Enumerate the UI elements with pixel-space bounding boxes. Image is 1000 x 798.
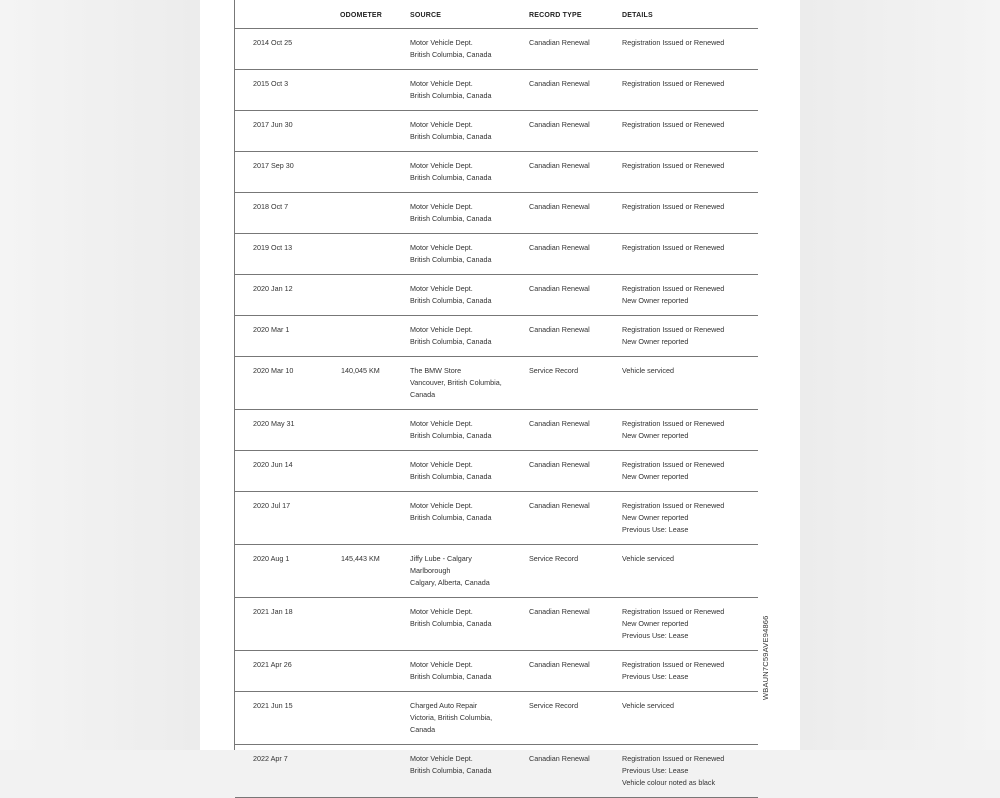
detail-line: Registration Issued or Renewed xyxy=(622,754,725,763)
detail-line: Vehicle serviced xyxy=(622,554,674,563)
row-source xyxy=(410,37,525,61)
vin-number: WBAUN7C59AVE94866 xyxy=(761,615,770,700)
table-row xyxy=(235,545,758,598)
detail-line: Registration Issued or Renewed xyxy=(622,161,725,170)
detail-line: New Owner reported xyxy=(622,337,689,346)
row-record-type: Canadian Renewal xyxy=(529,120,590,129)
source-line: Motor Vehicle Dept. xyxy=(410,501,473,510)
detail-line: Registration Issued or Renewed xyxy=(622,284,725,293)
header-details: DETAILS xyxy=(622,12,653,19)
row-source xyxy=(410,553,525,589)
source-line: Motor Vehicle Dept. xyxy=(410,284,473,293)
table-row xyxy=(235,316,758,357)
header-odometer: ODOMETER xyxy=(340,12,383,19)
row-source xyxy=(410,659,525,683)
source-line: British Columbia, Canada xyxy=(410,91,492,100)
source-line: Charged Auto Repair xyxy=(410,701,478,710)
row-date: 2020 Jul 17 xyxy=(253,501,291,510)
detail-line: New Owner reported xyxy=(622,296,689,305)
source-line: Marlborough xyxy=(410,566,451,575)
source-line: British Columbia, Canada xyxy=(410,255,492,264)
table-row xyxy=(235,651,758,692)
detail-line: Previous Use: Lease xyxy=(622,766,689,775)
row-record-type: Canadian Renewal xyxy=(529,419,590,428)
history-table xyxy=(235,28,758,798)
table-row xyxy=(235,193,758,234)
row-source xyxy=(410,700,525,736)
source-line: Motor Vehicle Dept. xyxy=(410,161,473,170)
header-record-type: RECORD TYPE xyxy=(529,12,582,19)
detail-line: Vehicle colour noted as black xyxy=(622,778,716,787)
source-line: Canada xyxy=(410,390,436,399)
table-row xyxy=(235,451,758,492)
row-details xyxy=(622,459,757,483)
row-record-type: Canadian Renewal xyxy=(529,607,590,616)
row-details xyxy=(622,283,757,307)
row-details xyxy=(622,119,757,131)
source-line: Motor Vehicle Dept. xyxy=(410,754,473,763)
table-row xyxy=(235,492,758,545)
row-details xyxy=(622,37,757,49)
detail-line: Registration Issued or Renewed xyxy=(622,460,725,469)
row-date: 2020 Mar 10 xyxy=(253,366,294,375)
source-line: Motor Vehicle Dept. xyxy=(410,38,473,47)
row-record-type: Canadian Renewal xyxy=(529,460,590,469)
source-line: Victoria, British Columbia, xyxy=(410,713,493,722)
row-record-type: Canadian Renewal xyxy=(529,325,590,334)
source-line: Motor Vehicle Dept. xyxy=(410,325,473,334)
row-record-type: Canadian Renewal xyxy=(529,660,590,669)
source-line: Vancouver, British Columbia, xyxy=(410,378,502,387)
source-line: Motor Vehicle Dept. xyxy=(410,419,473,428)
row-source xyxy=(410,201,525,225)
detail-line: New Owner reported xyxy=(622,472,689,481)
row-source xyxy=(410,418,525,442)
row-details xyxy=(622,700,757,712)
document-page xyxy=(200,0,800,787)
table-row xyxy=(235,152,758,193)
detail-line: New Owner reported xyxy=(622,513,689,522)
row-source xyxy=(410,78,525,102)
row-details xyxy=(622,553,757,565)
row-date: 2021 Jun 15 xyxy=(253,701,293,710)
table-row xyxy=(235,598,758,651)
source-line: Jiffy Lube - Calgary xyxy=(410,554,472,563)
row-date: 2019 Oct 13 xyxy=(253,243,293,252)
detail-line: Registration Issued or Renewed xyxy=(622,79,725,88)
detail-line: Vehicle serviced xyxy=(622,701,674,710)
source-line: British Columbia, Canada xyxy=(410,472,492,481)
detail-line: Previous Use: Lease xyxy=(622,525,689,534)
source-line: Motor Vehicle Dept. xyxy=(410,120,473,129)
row-details xyxy=(622,78,757,90)
row-date: 2020 Jan 12 xyxy=(253,284,293,293)
table-row xyxy=(235,70,758,111)
source-line: British Columbia, Canada xyxy=(410,50,492,59)
row-record-type: Canadian Renewal xyxy=(529,501,590,510)
table-row xyxy=(235,111,758,152)
row-record-type: Canadian Renewal xyxy=(529,38,590,47)
detail-line: Registration Issued or Renewed xyxy=(622,660,725,669)
table-row xyxy=(235,357,758,410)
source-line: British Columbia, Canada xyxy=(410,513,492,522)
detail-line: Previous Use: Lease xyxy=(622,631,689,640)
row-details xyxy=(622,201,757,213)
row-record-type: Service Record xyxy=(529,701,579,710)
row-odometer: 145,443 KM xyxy=(341,554,380,563)
detail-line: Registration Issued or Renewed xyxy=(622,38,725,47)
table-row xyxy=(235,410,758,451)
row-source xyxy=(410,324,525,348)
row-details xyxy=(622,659,757,683)
detail-line: New Owner reported xyxy=(622,619,689,628)
row-date: 2020 Aug 1 xyxy=(253,554,290,563)
table-row xyxy=(235,234,758,275)
source-line: The BMW Store xyxy=(410,366,462,375)
row-odometer: 140,045 KM xyxy=(341,366,380,375)
row-details xyxy=(622,606,757,642)
detail-line: Registration Issued or Renewed xyxy=(622,325,725,334)
source-line: Motor Vehicle Dept. xyxy=(410,660,473,669)
row-record-type: Canadian Renewal xyxy=(529,79,590,88)
background-left xyxy=(0,0,200,750)
detail-line: Registration Issued or Renewed xyxy=(622,419,725,428)
detail-line: Registration Issued or Renewed xyxy=(622,202,725,211)
table-row xyxy=(235,29,758,70)
table-row xyxy=(235,275,758,316)
row-source xyxy=(410,119,525,143)
source-line: Motor Vehicle Dept. xyxy=(410,243,473,252)
header-source: SOURCE xyxy=(410,12,442,19)
row-record-type: Canadian Renewal xyxy=(529,284,590,293)
row-details xyxy=(622,500,757,536)
row-date: 2020 Jun 14 xyxy=(253,460,293,469)
detail-line: Registration Issued or Renewed xyxy=(622,243,725,252)
source-line: British Columbia, Canada xyxy=(410,337,492,346)
source-line: British Columbia, Canada xyxy=(410,296,492,305)
detail-line: Registration Issued or Renewed xyxy=(622,607,725,616)
detail-line: Vehicle serviced xyxy=(622,366,674,375)
source-line: British Columbia, Canada xyxy=(410,672,492,681)
source-line: Motor Vehicle Dept. xyxy=(410,460,473,469)
row-details xyxy=(622,418,757,442)
source-line: British Columbia, Canada xyxy=(410,173,492,182)
row-source xyxy=(410,160,525,184)
row-details xyxy=(622,324,757,348)
source-line: Motor Vehicle Dept. xyxy=(410,79,473,88)
table-row xyxy=(235,692,758,745)
detail-line: Registration Issued or Renewed xyxy=(622,120,725,129)
table-row xyxy=(235,745,758,798)
row-source xyxy=(410,753,525,777)
row-date: 2020 Mar 1 xyxy=(253,325,290,334)
row-source xyxy=(410,365,525,401)
source-line: Canada xyxy=(410,725,436,734)
source-line: British Columbia, Canada xyxy=(410,132,492,141)
source-line: British Columbia, Canada xyxy=(410,214,492,223)
row-date: 2015 Oct 3 xyxy=(253,79,289,88)
row-date: 2017 Jun 30 xyxy=(253,120,293,129)
source-line: Motor Vehicle Dept. xyxy=(410,202,473,211)
row-date: 2017 Sep 30 xyxy=(253,161,294,170)
detail-line: Previous Use: Lease xyxy=(622,672,689,681)
row-details xyxy=(622,365,757,377)
row-date: 2021 Apr 26 xyxy=(253,660,292,669)
row-details xyxy=(622,753,757,789)
source-line: British Columbia, Canada xyxy=(410,766,492,775)
source-line: Calgary, Alberta, Canada xyxy=(410,578,490,587)
row-date: 2021 Jan 18 xyxy=(253,607,293,616)
source-line: British Columbia, Canada xyxy=(410,619,492,628)
row-date: 2020 May 31 xyxy=(253,419,295,428)
background-right xyxy=(800,0,1000,750)
row-record-type: Canadian Renewal xyxy=(529,161,590,170)
row-record-type: Canadian Renewal xyxy=(529,243,590,252)
row-date: 2018 Oct 7 xyxy=(253,202,289,211)
source-line: British Columbia, Canada xyxy=(410,431,492,440)
row-details xyxy=(622,160,757,172)
row-source xyxy=(410,242,525,266)
row-record-type: Canadian Renewal xyxy=(529,202,590,211)
row-source xyxy=(410,283,525,307)
table-header xyxy=(235,0,758,28)
source-line: Motor Vehicle Dept. xyxy=(410,607,473,616)
detail-line: Registration Issued or Renewed xyxy=(622,501,725,510)
row-details xyxy=(622,242,757,254)
row-source xyxy=(410,606,525,630)
row-source xyxy=(410,500,525,524)
row-record-type: Service Record xyxy=(529,366,579,375)
row-date: 2022 Apr 7 xyxy=(253,754,288,763)
detail-line: New Owner reported xyxy=(622,431,689,440)
row-record-type: Service Record xyxy=(529,554,579,563)
row-source xyxy=(410,459,525,483)
row-date: 2014 Oct 25 xyxy=(253,38,293,47)
row-record-type: Canadian Renewal xyxy=(529,754,590,763)
